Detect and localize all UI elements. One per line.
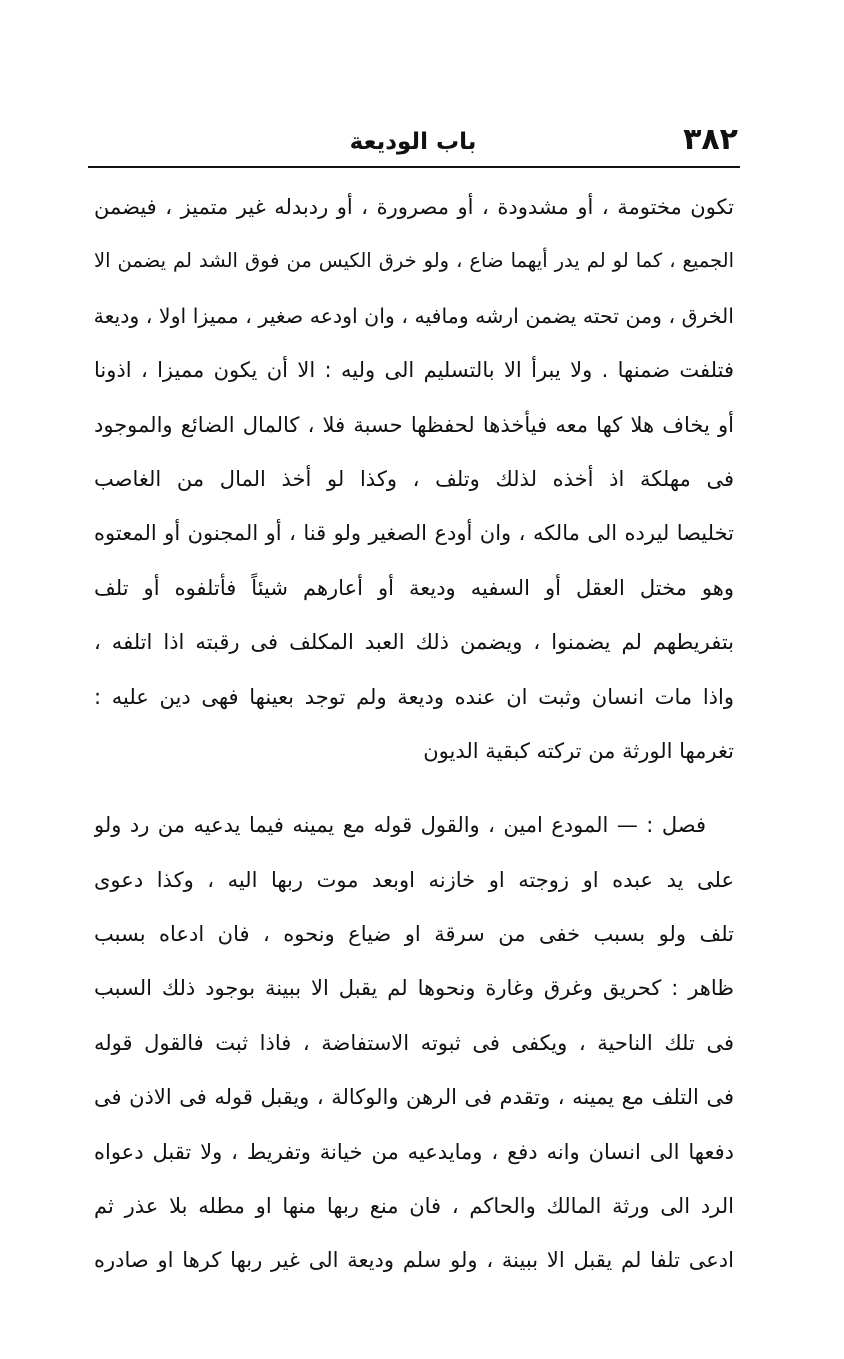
text-line: على يد عبده او زوجته او خازنه اوبعد موت ربها اليه ، وكذا دعوى [94, 867, 734, 892]
text-line: واذا مات انسان وثبت ان عنده وديعة ولم توجد بعينها فهى دين عليه : [94, 684, 734, 709]
text-line: تغرمها الورثة من تركته كبقية الديون [423, 738, 734, 763]
text-line: بتفريطهم لم يضمنوا ، ويضمن ذلك العبد المكلف فى رقبته اذا اتلفه ، [94, 630, 734, 655]
text-line: تكون مختومة ، أو مشدودة ، أو مصرورة ، أو ردبدله غير متميز ، فيضمن [94, 195, 734, 219]
text-line: الرد الى ورثة المالك والحاكم ، فان منع ربها منها او مطله بلا عذر ثم [94, 1194, 734, 1219]
page-header [88, 118, 738, 166]
text-line: فى تلك الناحية ، ويكفى فى ثبوته الاستفاضة ، فاذا ثبت فالقول قوله [94, 1030, 734, 1055]
text-line: تخليصا ليرده الى مالكه ، وان أودع الصغير ولو قنا ، أو المجنون أو المعتوه [94, 521, 734, 546]
body-text [94, 180, 734, 1288]
paragraph-gap [94, 778, 734, 798]
text-line: الخرق ، ومن تحته يضمن ارشه ومافيه ، وان اودعه صغير ، مميزا اولا ، وديعة [94, 303, 734, 328]
text-line: الجميع ، كما لو لم يدر أيهما ضاع ، ولو خرق الكيس من فوق الشد لم يضمن الا [94, 249, 734, 273]
page-number: ٣٨٢ [683, 122, 738, 157]
text-line: فصل : — المودع امين ، والقول قوله مع يمينه فيما يدعيه من رد ولو [94, 813, 706, 838]
text-line: أو يخاف هلا كها معه فيأخذها لحفظها حسبة فلا ، كالمال الضائع والموجود [94, 412, 734, 437]
text-line: دفعها الى انسان وانه دفع ، ومايدعيه من خيانة وتفريط ، ولا تقبل دعواه [94, 1139, 734, 1164]
text-line: ظاهر : كحريق وغرق وغارة ونحوها لم يقبل الا ببينة بوجود ذلك السبب [94, 976, 734, 1001]
text-line: تلف ولو بسبب خفى من سرقة او ضياع ونحوه ، فان ادعاه بسبب [94, 922, 734, 947]
running-title: باب الوديعة [349, 129, 477, 155]
text-line: فى مهلكة اذ أخذه لذلك وتلف ، وكذا لو أخذ المال من الغاصب [94, 466, 734, 491]
text-line: وهو مختل العقل أو السفيه وديعة أو أعارهم شيئاً فأتلفوه أو تلف [94, 575, 734, 600]
text-line: فتلفت ضمنها . ولا يبرأ الا بالتسليم الى وليه : الا أن يكون مميزا ، اذونا [94, 358, 734, 383]
text-line: فى التلف مع يمينه ، وتقدم فى الرهن والوكالة ، ويقبل قوله فى الاذن فى [94, 1085, 734, 1110]
paragraph-2 [94, 798, 734, 1288]
text-line: ادعى تلفا لم يقبل الا ببينة ، ولو سلم وديعة الى غير ربها كرها او صادره [94, 1248, 734, 1273]
header-rule [88, 166, 740, 168]
paragraph-1 [94, 180, 734, 778]
